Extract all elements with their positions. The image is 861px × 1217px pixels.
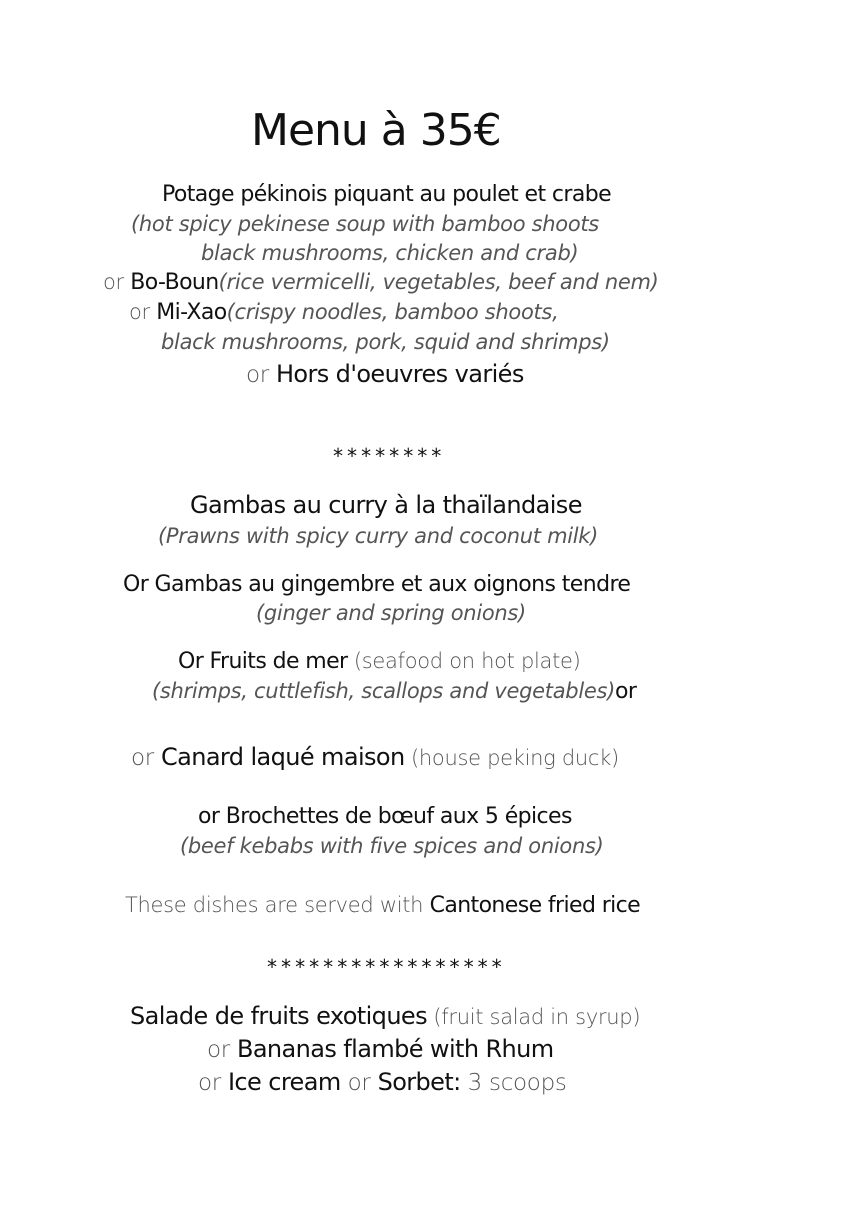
salade-line bbox=[130, 1004, 640, 1028]
or-connector: or bbox=[129, 300, 157, 324]
canard-description: (house peking duck) bbox=[404, 746, 619, 770]
gambas-curry-description: (Prawns with spicy curry and coconut milk) bbox=[158, 524, 599, 548]
boboun-description: (rice vermicelli, vegetables, beef and nem) bbox=[218, 270, 659, 294]
mixao-description-line-2: black mushrooms, pork, squid and shrimps) bbox=[161, 330, 610, 354]
gambas-ginger-name: Or Gambas au gingembre et aux oignons tendre bbox=[123, 572, 631, 597]
hors-doeuvres-line bbox=[246, 362, 524, 387]
gambas-curry-name: Gambas au curry à la thaïlandaise bbox=[190, 491, 582, 519]
hors-doeuvres-name: Hors d'oeuvres variés bbox=[275, 360, 524, 388]
separator-stars: ******** bbox=[332, 444, 445, 468]
canard-name: Canard laqué maison bbox=[160, 743, 405, 771]
or-connector: or bbox=[615, 679, 637, 704]
soup-name: Potage pékinois piquant au poulet et crabe bbox=[162, 182, 612, 207]
icecream-name: Ice cream bbox=[227, 1068, 341, 1096]
or-connector: or bbox=[207, 1037, 237, 1063]
bananas-name: Bananas flambé with Rhum bbox=[236, 1035, 554, 1063]
or-connector: or bbox=[340, 1070, 378, 1096]
salade-name: Salade de fruits exotiques bbox=[130, 1002, 427, 1030]
brochettes-description: (beef kebabs with five spices and onions) bbox=[180, 834, 604, 858]
or-connector: or bbox=[103, 270, 131, 294]
boboun-name: Bo-Boun bbox=[130, 270, 219, 295]
served-with-rice: Cantonese fried rice bbox=[429, 893, 641, 918]
fruits-de-mer-description: (seafood on hot plate) bbox=[347, 649, 581, 673]
menu-title: Menu à 35€ bbox=[251, 105, 501, 156]
mixao-description-line-1: (crispy noodles, bamboo shoots, bbox=[226, 300, 559, 324]
soup-description-line-2: black mushrooms, chicken and crab) bbox=[201, 241, 579, 265]
mixao-line bbox=[129, 302, 558, 324]
fruits-de-mer-line bbox=[178, 651, 581, 673]
bananas-line bbox=[207, 1037, 554, 1062]
sorbet-name: Sorbet: bbox=[377, 1068, 461, 1096]
brochettes-name: or Brochettes de bœuf aux 5 épices bbox=[198, 804, 572, 829]
gambas-ginger-description: (ginger and spring onions) bbox=[256, 601, 526, 625]
canard-line bbox=[131, 745, 619, 770]
served-with-text: These dishes are served with bbox=[125, 893, 430, 917]
or-connector: or bbox=[131, 745, 161, 771]
mixao-name: Mi-Xao bbox=[156, 300, 227, 325]
fruits-de-mer-name: Or Fruits de mer bbox=[178, 649, 348, 674]
scoops-text: 3 scoops bbox=[460, 1070, 567, 1096]
fruits-de-mer-description-2: (shrimps, cuttlefish, scallops and vegetables) bbox=[152, 679, 616, 703]
salade-description: (fruit salad in syrup) bbox=[427, 1005, 641, 1029]
fruits-de-mer-line-2 bbox=[152, 681, 636, 703]
separator-stars: ***************** bbox=[266, 955, 505, 979]
boboun-line bbox=[103, 272, 659, 294]
soup-description-line-1: (hot spicy pekinese soup with bamboo shoots bbox=[131, 212, 599, 236]
served-with-line bbox=[125, 895, 640, 917]
or-connector: or bbox=[246, 362, 276, 388]
or-connector: or bbox=[198, 1070, 228, 1096]
icecream-line bbox=[198, 1070, 567, 1095]
